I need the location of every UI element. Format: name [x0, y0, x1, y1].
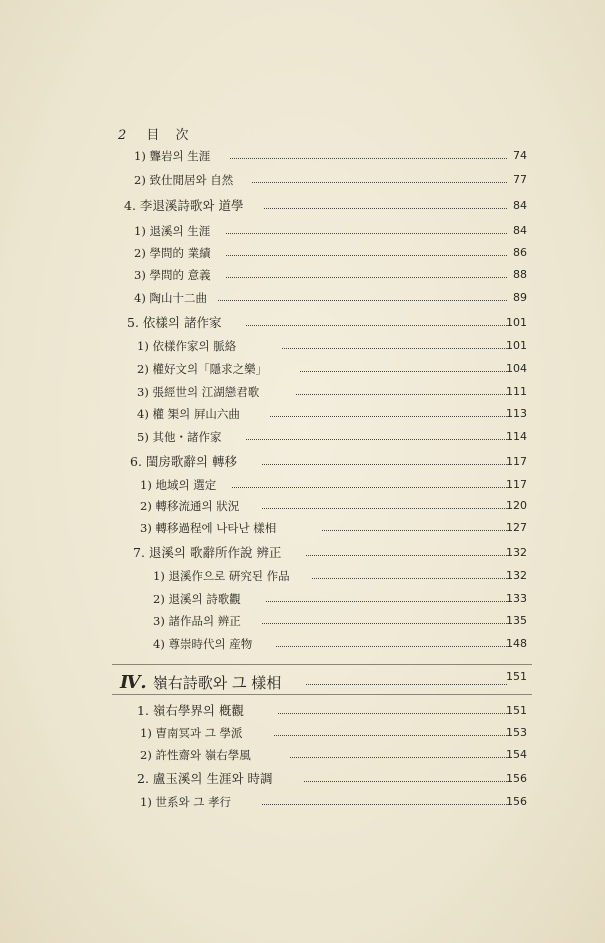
toc-entry[interactable]: [0, 634, 605, 654]
dot-leader: [304, 781, 507, 782]
toc-entry-page: 84: [513, 199, 527, 212]
dot-leader: [282, 348, 507, 349]
toc-entry-label: 1. 嶺右學界의 槪觀: [137, 703, 244, 718]
toc-entry-page: 151: [506, 704, 527, 717]
toc-entry-label: 2) 許性齋와 嶺右學風: [140, 748, 251, 762]
dot-leader: [290, 757, 507, 758]
toc-entry-page: 74: [513, 149, 527, 162]
toc-entry-page: 104: [506, 362, 527, 375]
section-divider: [112, 664, 532, 665]
toc-entry[interactable]: [0, 265, 605, 285]
toc-entry[interactable]: [0, 382, 605, 402]
toc-entry[interactable]: [0, 745, 605, 765]
toc-entry-page: 133: [506, 592, 527, 605]
dot-leader: [226, 233, 507, 234]
toc-entry-page: 148: [506, 637, 527, 650]
toc-section[interactable]: [0, 452, 605, 472]
toc-entry-page: 117: [506, 455, 527, 468]
header-title: 目 次: [146, 128, 195, 143]
toc-entry-page: 101: [506, 316, 527, 329]
toc-section[interactable]: [0, 196, 605, 216]
toc-entry[interactable]: [0, 792, 605, 812]
dot-leader: [218, 300, 507, 301]
toc-entry-page: 88: [513, 268, 527, 281]
toc-entry[interactable]: [0, 723, 605, 743]
toc-entry-label: 6. 閨房歌辭의 轉移: [130, 454, 237, 469]
toc-entry-label: 2) 轉移流通의 狀況: [140, 499, 240, 513]
toc-entry-label: 1) 退溪作으로 硏究된 作品: [153, 569, 290, 583]
toc-entry-label: 2. 盧玉溪의 生涯와 時調: [137, 771, 273, 786]
toc-entry-page: 156: [506, 772, 527, 785]
toc-entry[interactable]: [0, 221, 605, 241]
toc-entry-label: 1) 世系와 그 孝行: [140, 795, 231, 809]
toc-entry-label: 4) 陶山十二曲: [134, 291, 207, 305]
toc-entry[interactable]: [0, 146, 605, 166]
dot-leader: [296, 394, 507, 395]
toc-entry-label: 5) 其他・諸作家: [137, 430, 222, 444]
toc-entry-label: 4. 李退溪詩歌와 道學: [124, 198, 244, 213]
toc-entry[interactable]: [0, 518, 605, 538]
toc-entry-page: 132: [506, 569, 527, 582]
dot-leader: [306, 684, 507, 685]
toc-entry-page: 114: [506, 430, 527, 443]
dot-leader: [226, 277, 507, 278]
toc-part[interactable]: [0, 670, 605, 696]
dot-leader: [300, 371, 507, 372]
dot-leader: [306, 555, 507, 556]
part-title: 嶺右詩歌와 그 樣相: [152, 674, 282, 692]
toc-entry-label: 1) 地域의 選定: [140, 478, 217, 492]
toc-entry-label: 3) 張經世의 江湖戀君歌: [137, 385, 260, 399]
dot-leader: [232, 487, 507, 488]
toc-entry-label: 2) 致仕閒居와 自然: [134, 173, 234, 187]
toc-entry[interactable]: [0, 359, 605, 379]
toc-entry[interactable]: [0, 566, 605, 586]
toc-entry-page: 151: [506, 670, 527, 683]
toc-entry[interactable]: [0, 243, 605, 263]
toc-entry-page: 132: [506, 546, 527, 559]
toc-entry-page: 156: [506, 795, 527, 808]
toc-part-label: [120, 670, 281, 696]
toc-entry-page: 113: [506, 407, 527, 420]
toc-entry-page: 120: [506, 499, 527, 512]
dot-leader: [274, 735, 507, 736]
dot-leader: [266, 601, 507, 602]
toc-entry-page: 77: [513, 173, 527, 186]
dot-leader: [312, 578, 507, 579]
dot-leader: [270, 416, 507, 417]
dot-leader: [226, 255, 507, 256]
toc-entry[interactable]: [0, 475, 605, 495]
toc-section[interactable]: [0, 701, 605, 721]
toc-section[interactable]: [0, 313, 605, 333]
toc-entry-page: 89: [513, 291, 527, 304]
toc-entry[interactable]: [0, 170, 605, 190]
toc-entry[interactable]: [0, 404, 605, 424]
dot-leader: [262, 508, 507, 509]
dot-leader: [230, 158, 507, 159]
toc-entry-label: 3) 轉移過程에 나타난 樣相: [140, 521, 277, 535]
toc-entry-label: 7. 退溪의 歌辭所作說 辨正: [133, 545, 282, 560]
toc-entry-page: 111: [506, 385, 527, 398]
dot-leader: [246, 439, 507, 440]
toc-entry-label: 1) 曺南冥과 그 學派: [140, 726, 243, 740]
toc-entry-label: 1) 退溪의 生涯: [134, 224, 211, 238]
toc-entry-page: 135: [506, 614, 527, 627]
section-divider: [112, 694, 532, 695]
dot-leader: [252, 182, 507, 183]
dot-leader: [264, 208, 507, 209]
toc-entry-label: 3) 諸作品의 辨正: [153, 614, 241, 628]
toc-section[interactable]: [0, 769, 605, 789]
header-page-number: 2: [118, 128, 133, 143]
toc-entry-page: 86: [513, 246, 527, 259]
toc-entry-label: 3) 學問的 意義: [134, 268, 211, 282]
toc-entry-page: 101: [506, 339, 527, 352]
toc-entry-page: 84: [513, 224, 527, 237]
toc-entry-label: 2) 退溪의 詩歌觀: [153, 592, 241, 606]
page-header: [118, 124, 195, 143]
toc-section[interactable]: [0, 543, 605, 563]
toc-entry-label: 1) 聾岩의 生涯: [134, 149, 211, 163]
toc-entry-page: 117: [506, 478, 527, 491]
dot-leader: [246, 325, 507, 326]
toc-entry-label: 5. 依樣의 諸作家: [127, 315, 222, 330]
dot-leader: [322, 530, 507, 531]
toc-entry-label: 2) 學問的 業績: [134, 246, 211, 260]
dot-leader: [262, 623, 507, 624]
toc-entry-label: 4) 權 榘의 屛山六曲: [137, 407, 240, 421]
dot-leader: [262, 804, 507, 805]
dot-leader: [278, 713, 507, 714]
toc-entry[interactable]: [0, 288, 605, 308]
toc-entry[interactable]: [0, 496, 605, 516]
toc-entry-label: 1) 依樣作家의 脈絡: [137, 339, 237, 353]
toc-entry[interactable]: [0, 427, 605, 447]
part-numeral: Ⅳ.: [120, 672, 147, 693]
dot-leader: [262, 464, 507, 465]
toc-entry-page: 154: [506, 748, 527, 761]
toc-entry-label: 2) 權好文의「隱求之樂」: [137, 362, 268, 376]
toc-entry[interactable]: [0, 589, 605, 609]
dot-leader: [276, 646, 507, 647]
toc-entry[interactable]: [0, 611, 605, 631]
toc-entry[interactable]: [0, 336, 605, 356]
toc-entry-page: 127: [506, 521, 527, 534]
toc-entry-label: 4) 尊崇時代의 産物: [153, 637, 253, 651]
toc-entry-page: 153: [506, 726, 527, 739]
